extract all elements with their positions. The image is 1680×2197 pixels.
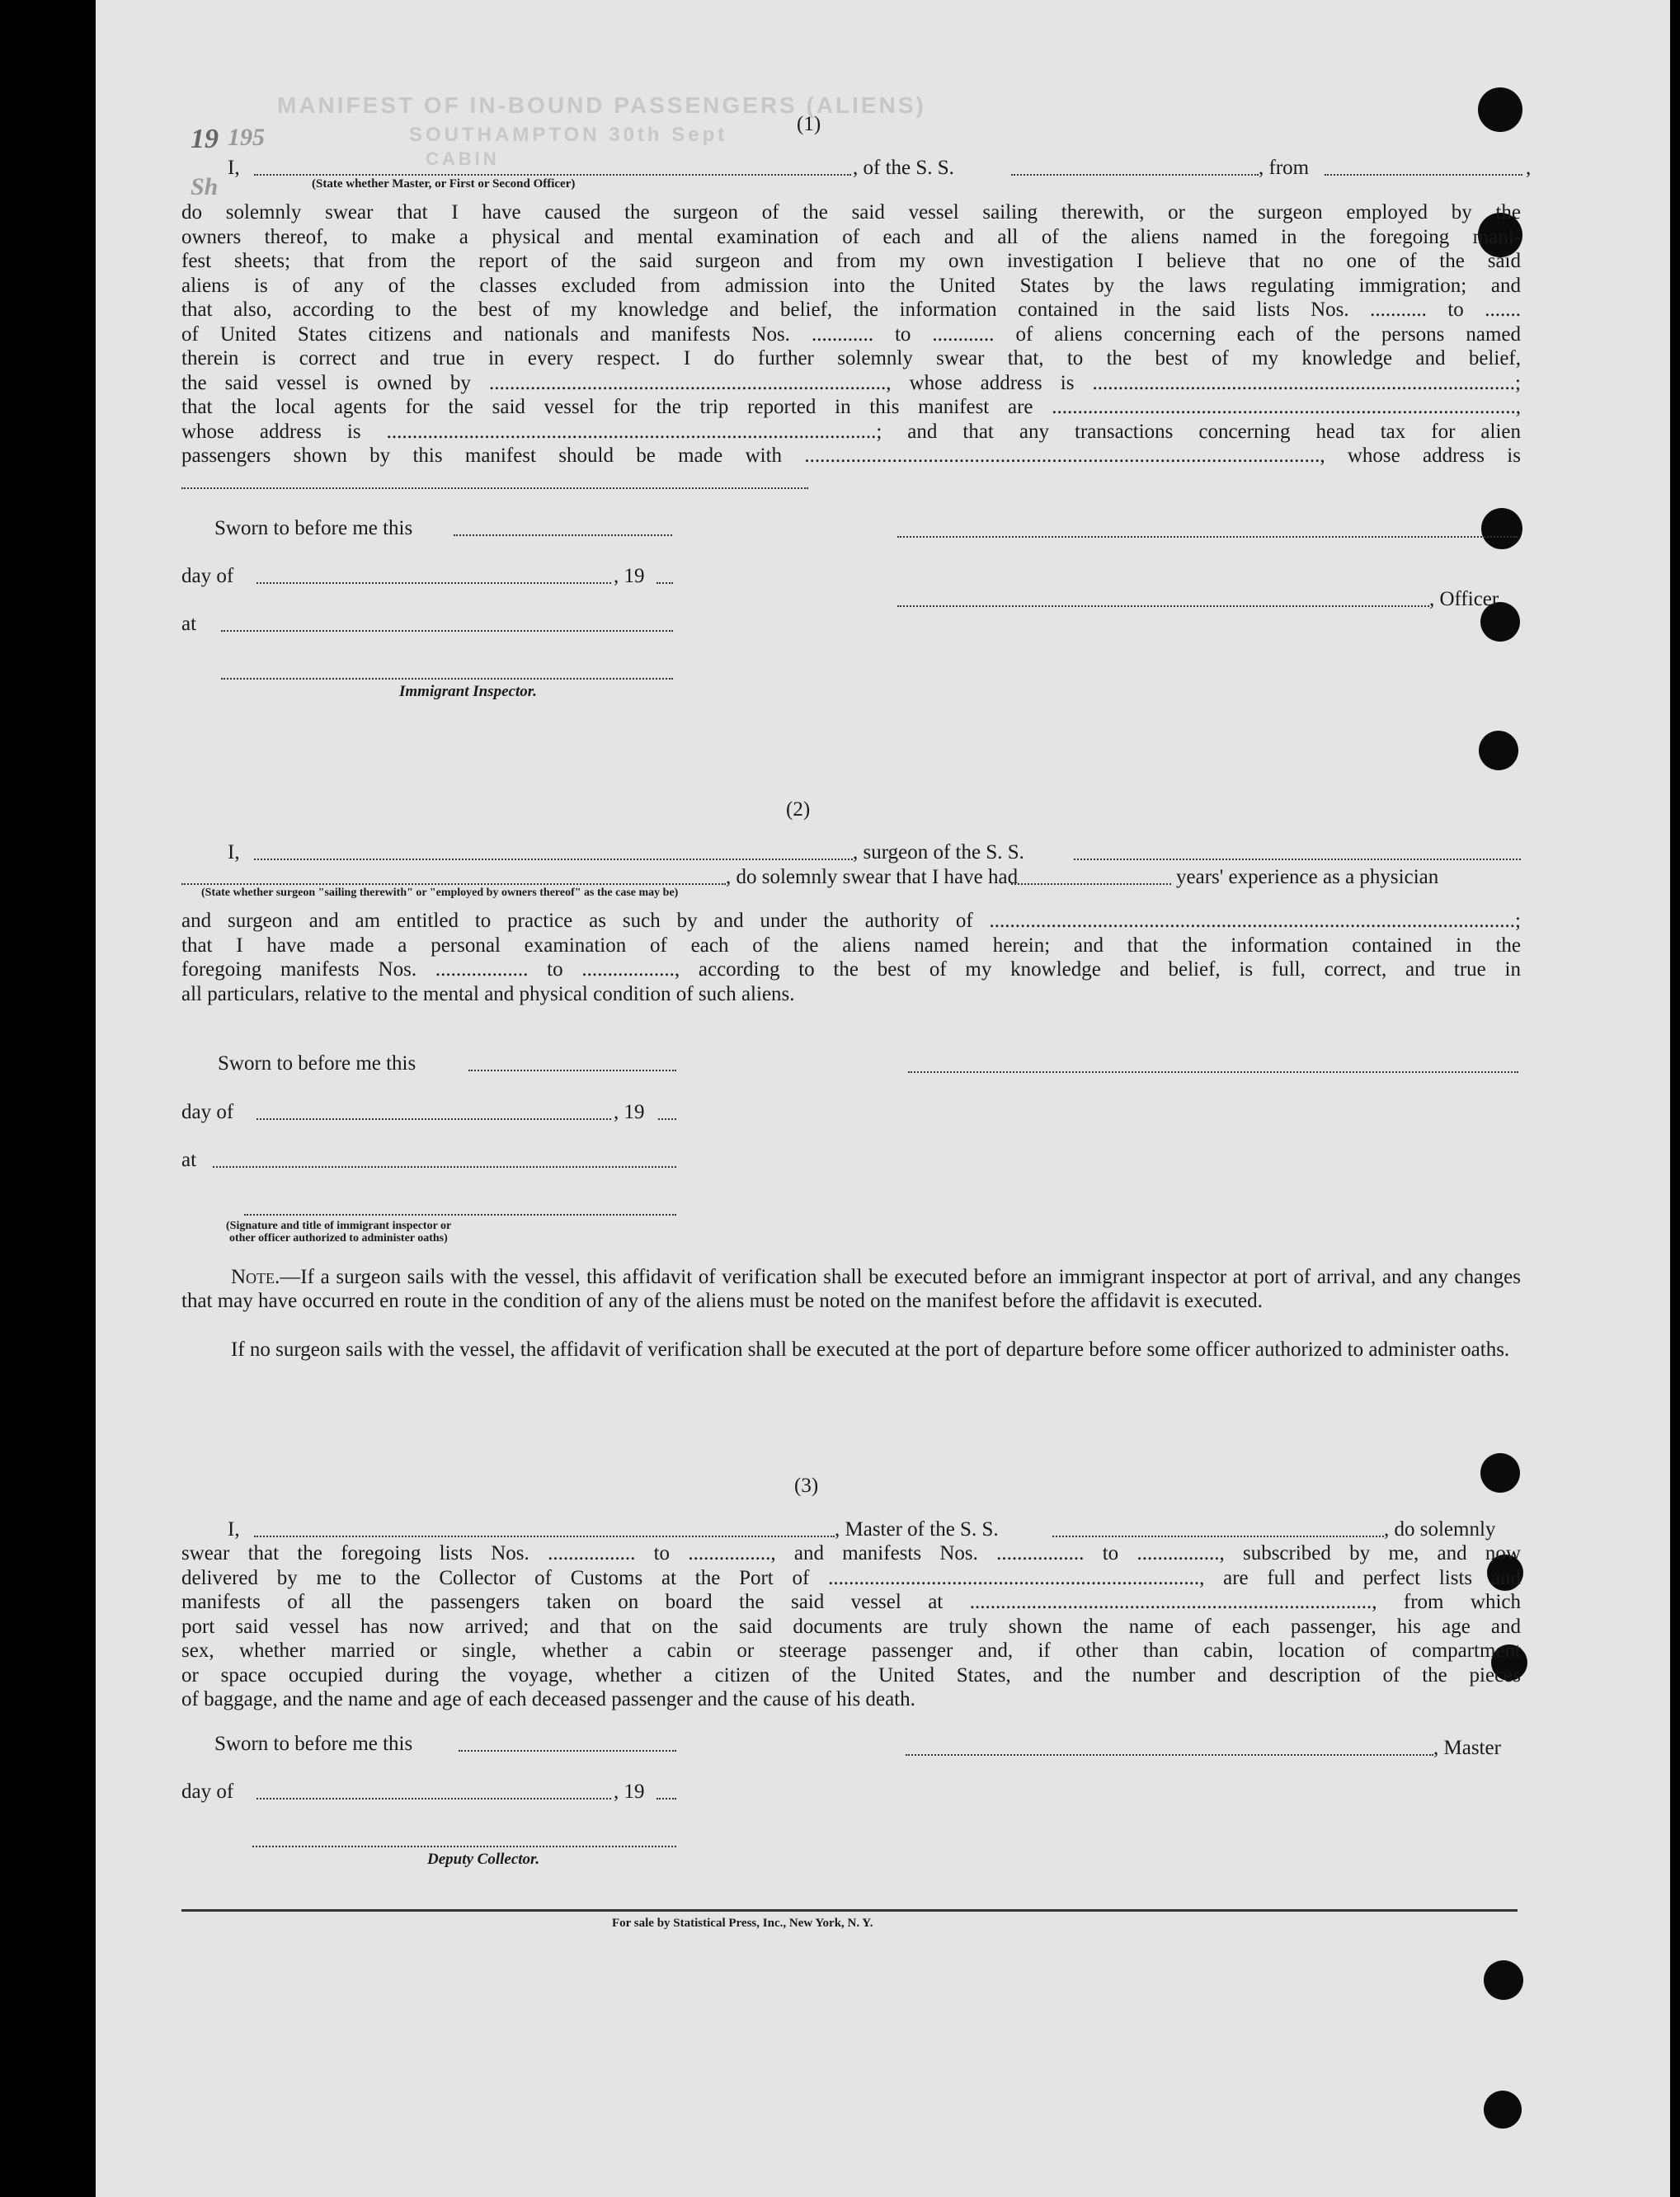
note-paragraph: If no surgeon sails with the vessel, the affidavit of verification shall be executed at the port of departure before some officer authorized to administer oaths. bbox=[231, 1338, 1510, 1361]
body-line: swear that the foregoing lists Nos. ................. to ................, and manifests Nos. ................. to ................, subscribed by me, and now bbox=[181, 1542, 1521, 1564]
surgeon-vessel-blank bbox=[1074, 859, 1521, 860]
master-name-blank bbox=[254, 174, 851, 176]
year-blank bbox=[656, 1798, 676, 1799]
punch-hole bbox=[1484, 1960, 1523, 2000]
surgeon-name-blank bbox=[254, 859, 853, 860]
day-of-label: day of bbox=[181, 1101, 234, 1123]
body-line: that also, according to the best of my knowledge and belief, the information contained in the said lists Nos. ........... to ....... bbox=[181, 299, 1521, 321]
day-of-blank bbox=[256, 1798, 611, 1799]
day-of-label: day of bbox=[181, 565, 234, 587]
body-line: do solemnly swear that I have caused the surgeon of the said vessel sailing therewith, or the surgeon employed by the bbox=[181, 201, 1521, 223]
master-of-ss-label: , Master of the S. S. bbox=[835, 1518, 999, 1541]
punch-hole bbox=[1481, 508, 1522, 549]
surgeon-status-note: (State whether surgeon "sailing therewith" or "employed by owners thereof" as the case may be) bbox=[201, 887, 679, 899]
bleed-header-line: MANIFEST OF IN-BOUND PASSENGERS (ALIENS) bbox=[277, 92, 926, 118]
punch-hole bbox=[1479, 731, 1518, 770]
from-label: , from bbox=[1259, 157, 1310, 179]
comma: , bbox=[1526, 157, 1532, 179]
deputy-signature-blank bbox=[252, 1846, 676, 1847]
master-name-blank bbox=[254, 1536, 835, 1537]
at-place-blank bbox=[221, 630, 673, 632]
note-label: Note. bbox=[231, 1266, 280, 1288]
body-line: or space occupied during the voyage, whether a citizen of the United States, and the number and description of the pieces bbox=[181, 1663, 1521, 1687]
body-line: that the local agents for the said vessel for the trip reported in this manifest are .........................................................................................., bbox=[181, 396, 1521, 418]
inspector-signature-blank bbox=[221, 678, 673, 680]
sworn-date-blank bbox=[454, 534, 672, 536]
oath-i: I, bbox=[228, 1518, 240, 1541]
surgeon-of-ss-label: , surgeon of the S. S. bbox=[853, 841, 1024, 863]
year-prefix: , 19 bbox=[614, 1101, 645, 1123]
footer-rule bbox=[181, 1909, 1518, 1912]
master-signature-blank bbox=[906, 1754, 1433, 1756]
section-number: (1) bbox=[797, 113, 821, 135]
bleed-header-line: SOUTHAMPTON 30th Sept bbox=[409, 124, 728, 146]
body-line: passengers shown by this manifest should be made with ...................................................................................................., whose address is bbox=[181, 445, 1521, 467]
signature-note: other officer authorized to administer oaths) bbox=[229, 1232, 448, 1244]
body-line: that I have made a personal examination of each of the aliens named herein; and that the information contained in the bbox=[181, 934, 1521, 957]
vessel-name-blank bbox=[1011, 174, 1259, 176]
vessel-name-blank bbox=[1052, 1536, 1384, 1537]
officer-name-blank bbox=[897, 605, 1429, 607]
agent-address-blank bbox=[181, 487, 808, 489]
body-line: all particulars, relative to the mental and physical condition of such aliens. bbox=[181, 982, 795, 1005]
at-label: at bbox=[181, 613, 197, 635]
section-number: (3) bbox=[794, 1475, 819, 1497]
surgeon-status-blank bbox=[181, 883, 726, 885]
body-line: and surgeon and am entitled to practice as such by and under the authority of ......................................................................................................; bbox=[181, 910, 1521, 932]
year-blank bbox=[658, 1118, 676, 1120]
officer-signature-blank bbox=[897, 536, 1518, 538]
body-line: owners thereof, to make a physical and mental examination of each and all of the aliens named in the foregoing mani- bbox=[181, 225, 1521, 248]
sworn-date-blank bbox=[468, 1070, 676, 1071]
sworn-label: Sworn to before me this bbox=[214, 517, 413, 539]
solemnly-swear-label: , do solemnly swear that I have had bbox=[726, 866, 1019, 888]
bleed-header-line: CABIN bbox=[426, 148, 500, 169]
years-experience-label: years' experience as a physician bbox=[1176, 866, 1439, 888]
printer-credit: For sale by Statistical Press, Inc., New York, N. Y. bbox=[612, 1917, 873, 1930]
body-line: sex, whether married or single, whether a cabin or steerage passenger and, if other than cabin, location of compartment bbox=[181, 1640, 1521, 1662]
note-paragraph bbox=[181, 1265, 1521, 1313]
body-line: the said vessel is owned by ............................................................................., whose address is ..................................................................................; bbox=[181, 371, 1521, 394]
margin-mark: 195 bbox=[228, 124, 265, 151]
oath-i: I, bbox=[228, 157, 240, 179]
body-line: of baggage, and the name and age of each deceased passenger and the cause of his death. bbox=[181, 1688, 915, 1710]
day-of-blank bbox=[256, 582, 611, 584]
year-blank bbox=[656, 582, 673, 584]
master-officer-note: (State whether Master, or First or Second Officer) bbox=[312, 177, 576, 191]
body-line: therein is correct and true in every respect. I do further solemnly swear that, to the best of my knowledge and belief, bbox=[181, 347, 1521, 369]
at-label: at bbox=[181, 1149, 197, 1171]
oath-i: I, bbox=[228, 841, 240, 863]
punch-hole bbox=[1480, 1453, 1520, 1493]
body-line: aliens is of any of the classes excluded from admission into the United States by the laws regulating immigration; and bbox=[181, 274, 1521, 297]
at-place-blank bbox=[213, 1166, 676, 1168]
of-ss-label: , of the S. S. bbox=[853, 157, 954, 179]
officer-label: , Officer bbox=[1429, 588, 1499, 610]
sworn-label: Sworn to before me this bbox=[218, 1052, 416, 1075]
deputy-title: Deputy Collector. bbox=[427, 1851, 540, 1868]
sworn-date-blank bbox=[459, 1750, 676, 1752]
punch-hole bbox=[1478, 87, 1522, 132]
body-line: foregoing manifests Nos. .................. to .................., according to the best of my knowledge and belief, is full, correct, and true in bbox=[181, 958, 1521, 981]
master-label: , Master bbox=[1433, 1737, 1501, 1759]
inspector-signature-blank bbox=[244, 1214, 676, 1216]
surgeon-signature-blank bbox=[908, 1071, 1518, 1073]
margin-mark: 19 bbox=[191, 124, 219, 154]
body-line: of United States citizens and nationals and manifests Nos. ............ to ............ of aliens concerning each of the persons named bbox=[181, 322, 1521, 346]
body-line: port said vessel has now arrived; and that on the said documents are truly shown the name of each passenger, his age and bbox=[181, 1615, 1521, 1638]
sworn-label: Sworn to before me this bbox=[214, 1733, 413, 1755]
year-prefix: , 19 bbox=[614, 565, 645, 587]
year-prefix: , 19 bbox=[614, 1781, 645, 1803]
body-line: manifests of all the passengers taken on board the said vessel at .............................................................................., from which bbox=[181, 1591, 1521, 1613]
from-port-blank bbox=[1325, 174, 1522, 176]
manifest-page bbox=[96, 0, 1670, 2197]
punch-hole bbox=[1484, 2091, 1522, 2129]
body-line: delivered by me to the Collector of Customs at the Port of ........................................................................, are full and perfect lists and bbox=[181, 1566, 1521, 1589]
day-of-blank bbox=[256, 1118, 611, 1120]
years-blank bbox=[1011, 883, 1171, 885]
do-solemnly-label: , do solemnly bbox=[1384, 1518, 1496, 1541]
note-text: —If a surgeon sails with the vessel, this affidavit of verification shall be executed before an immigrant inspector at port of arrival, and any changes that may have occurred en route in the condition of any of the aliens must be noted on the manifest before the affidavit is executed. bbox=[181, 1266, 1521, 1312]
section-number: (2) bbox=[786, 798, 811, 821]
margin-mark: Sh bbox=[191, 173, 219, 200]
inspector-title: Immigrant Inspector. bbox=[399, 683, 537, 700]
body-line: fest sheets; that from the report of the said surgeon and from my own investigation I believe that no one of the said bbox=[181, 250, 1521, 272]
body-line: whose address is ...............................................................................................; and that any transactions concerning head tax for alien bbox=[181, 420, 1521, 443]
day-of-label: day of bbox=[181, 1781, 234, 1803]
signature-note: (Signature and title of immigrant inspector or bbox=[226, 1220, 452, 1232]
